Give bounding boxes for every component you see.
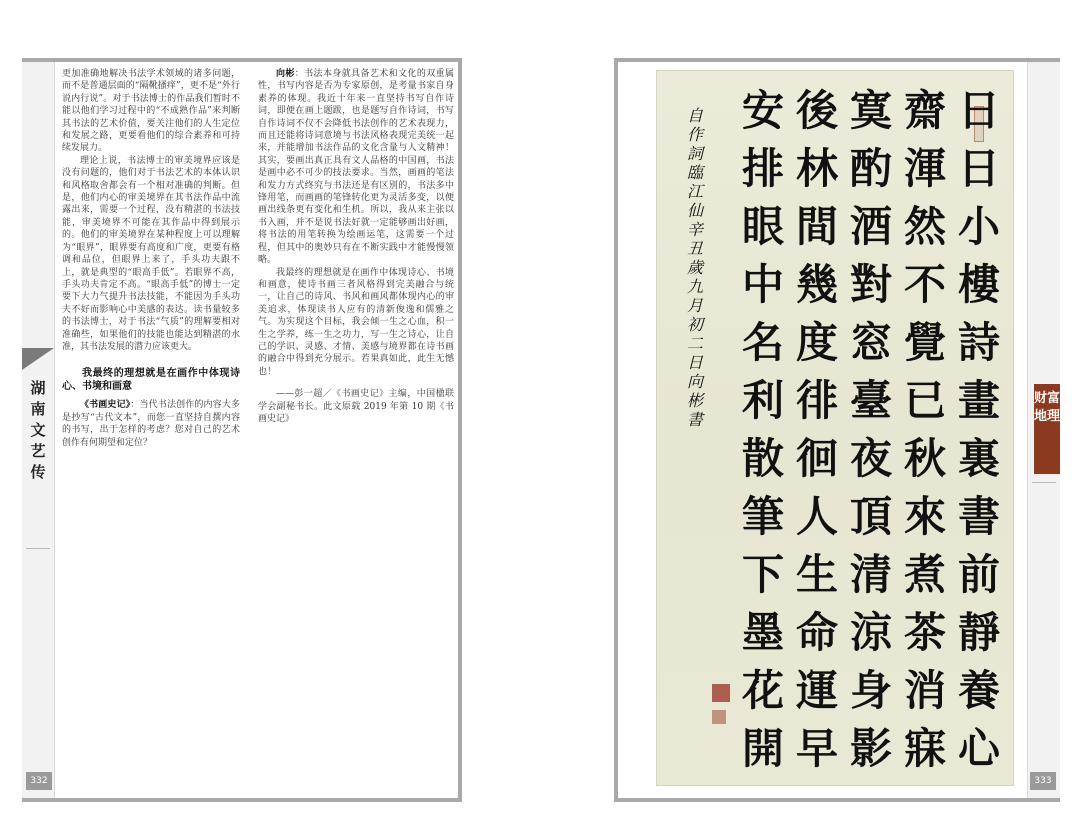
calligraphy-character: 畫 (957, 376, 1000, 425)
inscription-character: 自 (686, 106, 703, 125)
calligraphy-character: 不 (903, 260, 946, 309)
calligraphy-character: 間 (795, 202, 838, 251)
inscription-character: 月 (686, 296, 703, 315)
inscription-character: 日 (686, 353, 703, 372)
calligraphy-column (790, 82, 844, 778)
calligraphy-character: 頂 (849, 492, 892, 541)
calligraphy-character: 煮 (903, 550, 946, 599)
calligraphy-character: 早 (795, 724, 838, 773)
inscription-character: 仙 (686, 201, 703, 220)
calligraphy-character: 日 (957, 86, 1000, 135)
calligraphy-character: 散 (741, 434, 784, 483)
left-page (22, 58, 462, 802)
calligraphy-character: 花 (741, 666, 784, 715)
inscription-character: 歲 (686, 258, 703, 277)
text-column-right (258, 68, 454, 425)
calligraphy-character: 茶 (903, 608, 946, 657)
calligraphy-character: 對 (849, 260, 892, 309)
calligraphy-character: 裏 (957, 434, 1000, 483)
calligraphy-character: 眼 (741, 202, 784, 251)
calligraphy-character: 影 (849, 724, 892, 773)
section-heading: 我最终的理想就是在画作中体现诗心、书境和画意 (62, 368, 240, 393)
section-tag-triangle (22, 348, 54, 370)
inscription-character: 九 (686, 277, 703, 296)
calligraphy-character: 徊 (795, 434, 838, 483)
calligraphy-character: 開 (741, 724, 784, 773)
section-label-tab: 财富地理 (1034, 384, 1060, 474)
calligraphy-character: 養 (957, 666, 1000, 715)
calligraphy-character: 林 (795, 144, 838, 193)
question-paragraph (62, 399, 240, 449)
calligraphy-character: 運 (795, 666, 838, 715)
calligraphy-character: 下 (741, 550, 784, 599)
page-number: 332 (26, 772, 52, 790)
inscription-character: 臨 (686, 163, 703, 182)
inscription-character: 丑 (686, 239, 703, 258)
calligraphy-character: 臺 (849, 376, 892, 425)
answer-text: ：书法本身就具备艺术和文化的双重属性，书写内容是否为专家原创，是考量书家自身素养的体现。我近十年来一直坚持书写自作诗词，即便在画上题跋，也是题写自作诗词，书写自作诗词不仅不会降低书法创作的艺术表现力，而且还能将诗词意境与书法风格表现完美统一起来，并能增加书法作品的文化含量与人文精神！其实，要画出真正具有文人品格的中国画，书法是画中必不可少的技法要求。当然，画画的笔法和发力方式终究与书法还是有区别的，书法多中锋用笔，而画画的笔锋转化更为灵活多变，以便画出线条更有变化和生机。所以，我从来主张以书入画，并不是说书法好就一定能够画出好画，将书法的用笔转换为绘画运笔，这需要一个过程，但其中的奥妙只有在不断实践中才能慢慢领略。 (258, 69, 454, 266)
calligraphy-character: 齋 (903, 86, 946, 135)
inscription-character: 初 (686, 315, 703, 334)
calligraphy-character: 靜 (957, 608, 1000, 657)
author-credit: ——彭一超／《书画史记》主编，中国楹联学会副秘书长。此文原载 2019 年第 10 期《书画史记》 (258, 389, 454, 424)
calligraphy-character: 墨 (741, 608, 784, 657)
calligraphy-character: 酌 (849, 144, 892, 193)
calligraphy-character: 人 (795, 492, 838, 541)
inscription-character: 辛 (686, 220, 703, 239)
calligraphy-character: 身 (849, 666, 892, 715)
seal-stamp (712, 710, 726, 724)
question-speaker: 《书画史记》 (80, 400, 131, 411)
calligraphy-character: 渾 (903, 144, 946, 193)
divider (1032, 482, 1056, 483)
inscription-character: 向 (686, 372, 703, 391)
inscription-character: 江 (686, 182, 703, 201)
calligraphy-character: 中 (741, 260, 784, 309)
calligraphy-character: 夜 (849, 434, 892, 483)
calligraphy-character: 然 (903, 202, 946, 251)
calligraphy-character: 窓 (849, 318, 892, 367)
inscription-column (686, 106, 704, 429)
calligraphy-character: 幾 (795, 260, 838, 309)
section-tag (22, 348, 54, 568)
calligraphy-column (898, 82, 952, 778)
paragraph: 理论上说，书法博士的审美境界应该是没有问题的，他们对于书法艺术的本体认识和风格取舍都会有一个相对准确的判断。但是，他们内心的审美境界在其书法作品中流露出来，需要一个过程，没有精湛的书法技能，审美境界不可能在其作品中得到展示的。他们的审美境界在某种程度上可以理解为“眼界”，眼界要有高度和广度，更要有格调和品位，但眼界上来了，手头功夫跟不上，就是典型的“眼高手低”。若眼界不高，手头功夫肯定不高。“眼高手低”的博士一定要下大力气提升书法技能，不能因为手头功夫不好而影响心中美感的表达。读书量较多的书法博士，对于书法“气质”的理解要相对准确些，如果他们的技能也能达到精湛的水准，其书法发展的潜力应该更大。 (62, 155, 240, 352)
inscription-character: 彬 (686, 391, 703, 410)
inscription-character: 詞 (686, 144, 703, 163)
calligraphy-column (736, 82, 790, 778)
calligraphy-character: 寐 (903, 724, 946, 773)
calligraphy-character: 清 (849, 550, 892, 599)
answer-speaker: 向彬 (276, 69, 295, 79)
calligraphy-character: 書 (957, 492, 1000, 541)
calligraphy-character: 來 (903, 492, 946, 541)
calligraphy-character: 利 (741, 376, 784, 425)
calligraphy-character: 後 (795, 86, 838, 135)
section-label: 湖南文艺传 (30, 379, 46, 481)
text-column-left (62, 68, 240, 449)
calligraphy-column (952, 82, 1006, 778)
calligraphy-character: 徘 (795, 376, 838, 425)
calligraphy-character: 名 (741, 318, 784, 367)
answer-paragraph (258, 68, 454, 267)
inscription-character: 二 (686, 334, 703, 353)
calligraphy-character: 詩 (957, 318, 1000, 367)
calligraphy-character: 生 (795, 550, 838, 599)
calligraphy-character: 覺 (903, 318, 946, 367)
calligraphy-character: 寞 (849, 86, 892, 135)
calligraphy-character: 前 (957, 550, 1000, 599)
top-rule (22, 58, 458, 62)
calligraphy-character: 安 (741, 86, 784, 135)
calligraphy-scroll (656, 70, 1014, 786)
calligraphy-character: 涼 (849, 608, 892, 657)
calligraphy-character: 命 (795, 608, 838, 657)
calligraphy-character: 樓 (957, 260, 1000, 309)
inscription-character: 作 (686, 125, 703, 144)
calligraphy-character: 小 (957, 202, 1000, 251)
calligraphy-character: 心 (957, 724, 1000, 773)
right-page (614, 58, 1060, 802)
top-rule (618, 58, 1060, 62)
calligraphy-character: 已 (903, 376, 946, 425)
calligraphy-character: 消 (903, 666, 946, 715)
calligraphy-character: 秋 (903, 434, 946, 483)
calligraphy-character: 日 (957, 144, 1000, 193)
calligraphy-character: 度 (795, 318, 838, 367)
question-text: ：当代书法创作的内容大多是抄写“古代文本”，而您一直坚持自撰内容的书写，出于怎样的考虑？您对自己的艺术创作有何期望和定位？ (62, 400, 240, 448)
inscription-character: 書 (686, 410, 703, 429)
calligraphy-character: 酒 (849, 202, 892, 251)
calligraphy-character: 筆 (741, 492, 784, 541)
calligraphy-character: 排 (741, 144, 784, 193)
calligraphy-column (844, 82, 898, 778)
divider (26, 548, 50, 549)
seal-stamp (712, 684, 730, 702)
paragraph: 我最终的理想就是在画作中体现诗心、书境和画意，使诗书画三者风格得到完美融合与统一，让自己的诗风、书风和画风都体现内心的审美追求，体现读书人应有的清新俊逸和儒雅之气。为实现这个目标，我会倾一生之心血，积一生之学养，练一生之功力，写一生之诗心，让自己的学识、灵感、才情、美感与境界都在诗书画的融合中得到充分展示。若果真如此，此生无憾也！ (258, 267, 454, 377)
page-number: 333 (1030, 772, 1056, 790)
paragraph: 更加准确地解决书法学术领域的诸多问题，而不是普通层面的“隔靴搔痒”，更不是“外行说内行说”。对于书法博士的作品我们暂时不能以他们学习过程中的“不成熟作品”来判断其书法的艺术价值，要关注他们的人生定位和发展之路，更要看他们的综合素养和可持续发展力。 (62, 69, 240, 154)
